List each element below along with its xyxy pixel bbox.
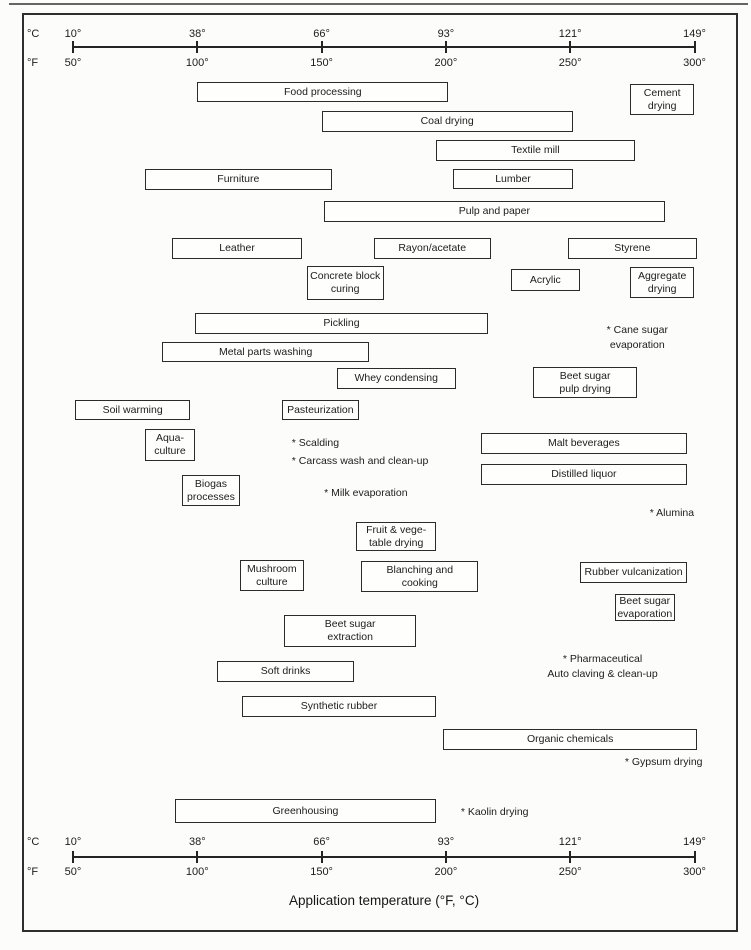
process-label: Blanching and xyxy=(386,563,454,576)
process-label: evaporation xyxy=(617,607,673,620)
process-range-box xyxy=(197,82,448,102)
celsius-tick-label: 10° xyxy=(64,28,82,40)
process-label: Organic chemicals xyxy=(527,733,614,745)
axis-tick-mark xyxy=(321,41,323,53)
celsius-tick-label: 66° xyxy=(313,836,330,848)
process-annotation xyxy=(461,805,529,820)
axis-tick-mark xyxy=(445,851,447,863)
annotation-line: * Kaolin drying xyxy=(460,806,529,818)
process-label: Distilled liquor xyxy=(551,468,617,480)
process-label: Rubber vulcanization xyxy=(584,566,683,578)
process-label: Biogas xyxy=(194,477,228,490)
process-label: Pickling xyxy=(323,317,360,329)
process-label: Soft drinks xyxy=(260,665,311,677)
process-label: Greenhousing xyxy=(272,804,339,817)
fahrenheit-tick-label: 100° xyxy=(185,866,209,878)
process-label: Malt beverages xyxy=(547,437,620,449)
process-label: Aggregate xyxy=(637,269,687,282)
process-label: Metal parts washing xyxy=(218,345,313,358)
axis-tick-mark xyxy=(72,851,74,863)
celsius-tick-label: 93° xyxy=(437,836,455,848)
axis-line xyxy=(72,46,696,48)
axis-tick-mark xyxy=(694,41,696,53)
process-label: pulp drying xyxy=(559,382,611,395)
process-range-box xyxy=(481,433,687,454)
celsius-unit-label: °C xyxy=(27,836,40,848)
process-label: culture xyxy=(154,445,186,457)
process-label: Leather xyxy=(219,242,255,254)
process-label: Beet sugar xyxy=(619,594,671,607)
process-range-box xyxy=(145,429,195,461)
axis-caption: Application temperature (°F, °C) xyxy=(288,893,480,908)
process-annotation xyxy=(292,454,429,469)
axis-tick-mark xyxy=(569,41,571,53)
fahrenheit-tick-label: 250° xyxy=(558,866,582,878)
process-range-box xyxy=(175,799,436,823)
process-range-box xyxy=(162,342,368,362)
process-label: Acrylic xyxy=(529,273,561,286)
process-label: Styrene xyxy=(614,242,651,254)
process-range-box xyxy=(322,111,573,132)
process-range-box xyxy=(282,400,359,420)
process-range-box xyxy=(324,201,665,222)
process-label: Rayon/acetate xyxy=(398,242,467,254)
annotation-line: * Milk evaporation xyxy=(324,487,408,499)
process-range-box xyxy=(361,561,478,592)
process-annotation xyxy=(324,486,407,501)
process-range-box xyxy=(75,400,189,420)
celsius-tick-label: 121° xyxy=(558,836,582,848)
process-range-box xyxy=(145,169,331,190)
celsius-tick-label: 10° xyxy=(64,836,82,848)
celsius-tick-label: 149° xyxy=(683,836,706,848)
process-annotation xyxy=(625,755,703,770)
annotation-line: * Pharmaceutical xyxy=(562,653,643,665)
process-label: Synthetic rubber xyxy=(300,700,378,712)
fahrenheit-tick-label: 200° xyxy=(434,866,458,878)
process-range-box xyxy=(533,367,637,398)
process-label: table drying xyxy=(369,536,424,549)
fahrenheit-unit-label: °F xyxy=(27,57,39,69)
process-label: Fruit & vege- xyxy=(366,523,427,536)
process-label: Soil warming xyxy=(102,403,163,416)
process-label: Mushroom xyxy=(247,562,297,575)
process-label: Pasteurization xyxy=(287,403,354,416)
annotation-line: Auto claving & clean-up xyxy=(547,668,658,680)
axis-line xyxy=(72,856,696,858)
process-label: Pulp and paper xyxy=(458,205,530,217)
axis-tick-mark xyxy=(196,41,198,53)
process-annotation xyxy=(292,436,339,451)
process-range-box xyxy=(182,475,239,506)
process-label: Lumber xyxy=(495,172,531,185)
process-range-box xyxy=(217,661,354,682)
fahrenheit-tick-label: 150° xyxy=(310,866,333,878)
fahrenheit-tick-label: 200° xyxy=(434,57,458,69)
process-label: Aqua- xyxy=(155,432,184,444)
annotation-line: evaporation xyxy=(609,339,665,351)
annotation-line: * Alumina xyxy=(649,507,695,519)
axis-tick-mark xyxy=(196,851,198,863)
process-label: Textile mill xyxy=(511,144,560,156)
celsius-tick-label: 38° xyxy=(188,28,206,40)
axis-tick-mark xyxy=(321,851,323,863)
axis-tick-mark xyxy=(72,41,74,53)
fahrenheit-tick-label: 300° xyxy=(683,57,706,69)
process-label: Cement xyxy=(643,86,681,99)
fahrenheit-tick-label: 50° xyxy=(64,866,82,878)
process-label: extraction xyxy=(327,631,373,643)
process-annotation xyxy=(607,323,668,353)
process-range-box xyxy=(481,464,687,485)
process-range-box xyxy=(615,594,675,621)
process-label: Concrete block xyxy=(310,270,381,282)
celsius-tick-label: 93° xyxy=(437,28,455,40)
process-label: Beet sugar xyxy=(324,618,376,630)
process-range-box xyxy=(580,562,687,583)
celsius-tick-label: 38° xyxy=(188,836,206,848)
process-range-box xyxy=(453,169,572,189)
scan-edge-artifact xyxy=(9,3,748,5)
process-range-box xyxy=(242,696,436,717)
fahrenheit-tick-label: 250° xyxy=(558,57,582,69)
process-range-box xyxy=(337,368,456,389)
fahrenheit-tick-label: 300° xyxy=(683,866,706,878)
process-label: Whey condensing xyxy=(354,372,438,384)
process-range-box xyxy=(374,238,491,259)
process-range-box xyxy=(195,313,488,334)
process-range-box xyxy=(356,522,436,551)
annotation-line: * Cane sugar xyxy=(606,324,668,336)
annotation-line: * Gypsum drying xyxy=(624,756,703,768)
process-label: Food processing xyxy=(284,85,362,98)
process-label: cooking xyxy=(401,576,438,589)
celsius-unit-label: °C xyxy=(27,28,40,40)
celsius-tick-label: 66° xyxy=(313,28,330,40)
process-range-box xyxy=(511,269,581,291)
process-label: drying xyxy=(647,99,677,112)
celsius-tick-label: 149° xyxy=(683,28,706,40)
process-range-box xyxy=(568,238,697,259)
process-label: curing xyxy=(330,283,360,295)
fahrenheit-tick-label: 150° xyxy=(310,57,333,69)
process-range-box xyxy=(307,266,384,300)
process-range-box xyxy=(436,140,635,161)
fahrenheit-unit-label: °F xyxy=(27,866,39,878)
process-range-box xyxy=(240,560,305,591)
axis-tick-mark xyxy=(445,41,447,53)
process-range-box xyxy=(284,615,416,647)
annotation-line: * Scalding xyxy=(291,437,340,449)
fahrenheit-tick-label: 100° xyxy=(185,57,209,69)
process-label: Furniture xyxy=(217,173,260,185)
annotation-line: * Carcass wash and clean-up xyxy=(291,455,429,467)
fahrenheit-tick-label: 50° xyxy=(64,57,82,69)
axis-tick-mark xyxy=(694,851,696,863)
process-label: drying xyxy=(647,282,677,295)
axis-tick-mark xyxy=(569,851,571,863)
process-annotation xyxy=(650,506,694,521)
celsius-tick-label: 121° xyxy=(558,28,582,40)
process-range-box xyxy=(630,267,695,298)
process-label: Beet sugar xyxy=(559,369,611,382)
process-label: culture xyxy=(256,575,288,588)
process-range-box xyxy=(630,84,695,115)
process-range-box xyxy=(443,729,697,750)
process-label: Coal drying xyxy=(420,115,474,127)
process-annotation xyxy=(547,652,657,682)
process-range-box xyxy=(172,238,301,259)
process-label: processes xyxy=(187,490,235,503)
